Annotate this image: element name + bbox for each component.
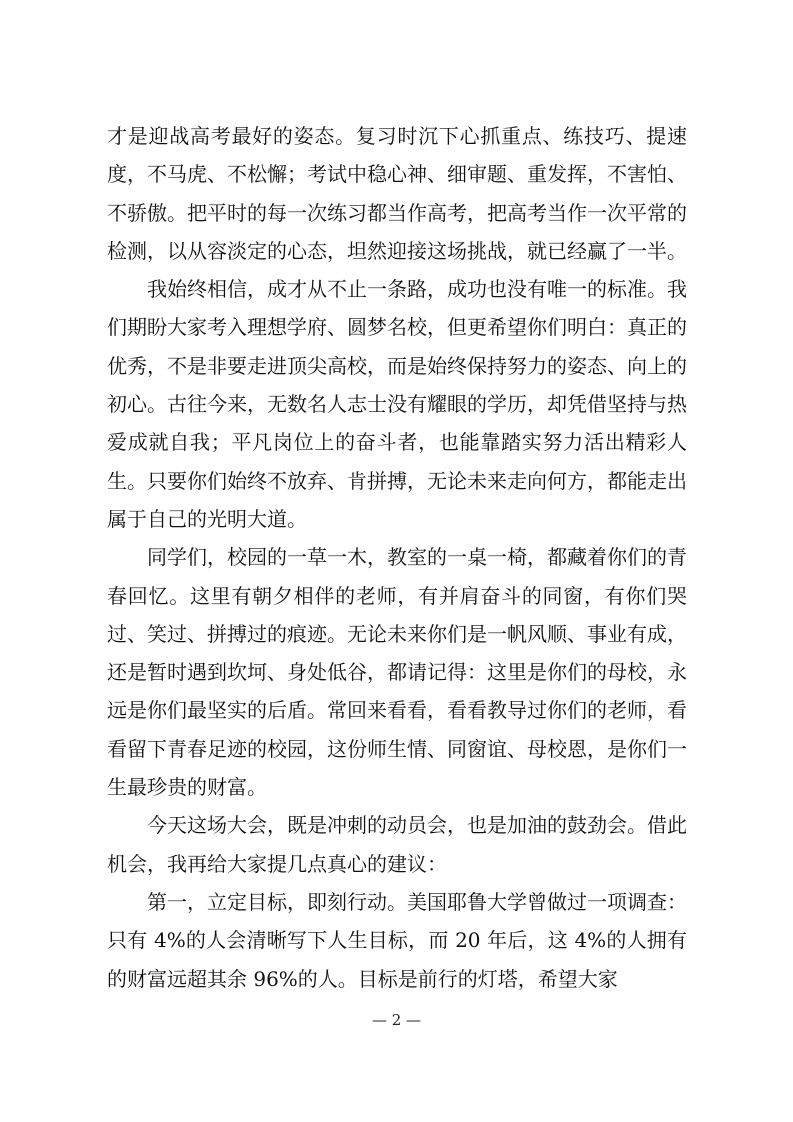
body-text — [107, 117, 687, 998]
paragraph-meeting-purpose: 今天这场大会，既是冲刺的动员会，也是加油的鼓劲会。借此机会，我再给大家提几点真心的建议： — [107, 813, 687, 876]
paragraph-success-paths: 我始终相信，成才从不止一条路，成功也没有唯一的标准。我们期盼大家考入理想学府、圆梦名校，但更希望你们明白：真正的优秀，不是非要走进顶尖高校，而是始终保持努力的姿态、向上的初心。古往今来，无数名人志士没有耀眼的学历，却凭借坚持与热爱成就自我；平凡岗位上的奋斗者，也能靠踏实努力活出精彩人生。只要你们始终不放弃、肯拼搏，无论未来走向何方，都能走出属于自己的光明大道。 — [107, 277, 687, 531]
page-number: — 2 — — [371, 1011, 422, 1029]
paragraph-continuation: 才是迎战高考最好的姿态。复习时沉下心抓重点、练技巧、提速度，不马虎、不松懈；考试中稳心神、细审题、重发挥，不害怕、不骄傲。把平时的每一次练习都当作高考，把高考当作一次平常的检测，以从容淡定的心态，坦然迎接这场挑战，就已经赢了一半。 — [107, 124, 687, 263]
paragraph-advice-first: 第一，立定目标，即刻行动。美国耶鲁大学曾做过一项调查：只有 4%的人会清晰写下人生目标，而 20 年后，这 4%的人拥有的财富远超其余 96%的人。目标是前行的灯塔，希望大家 — [107, 889, 687, 991]
paragraph-alma-mater: 同学们，校园的一草一木，教室的一桌一椅，都藏着你们的青春回忆。这里有朝夕相伴的老师，有并肩奋斗的同窗，有你们哭过、笑过、拼搏过的痕迹。无论未来你们是一帆风顺、事业有成，还是暂时遇到坎坷、身处低谷，都请记得：这里是你们的母校，永远是你们最坚实的后盾。常回来看看，看看教导过你们的老师，看看留下青春足迹的校园，这份师生情、同窗谊、母校恩，是你们一生最珍贵的财富。 — [107, 545, 687, 800]
